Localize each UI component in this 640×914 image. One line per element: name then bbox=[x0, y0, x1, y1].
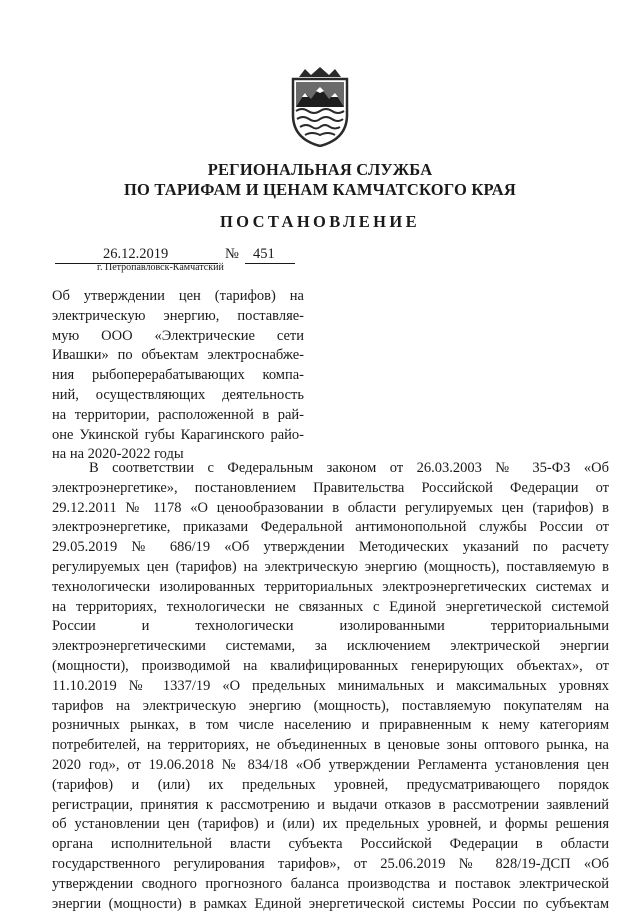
body-paragraph bbox=[52, 459, 609, 914]
body-line: розничных рынках, в том числе населению и приравненным к нему категориям bbox=[52, 717, 609, 734]
body-line: органа исполнительной власти субъекта Российской Федерации в области bbox=[52, 836, 609, 853]
document-place: г. Петропавловск-Камчатский bbox=[97, 262, 224, 273]
body-line: 11.10.2019 № 1337/19 «О предельных минимальных и максимальных уровнях bbox=[52, 677, 609, 694]
body-line: В соответствии с Федеральным законом от 26.03.2003 № 35-ФЗ «Об bbox=[89, 460, 609, 476]
body-line: на территориях, технологически не связанных с Единой энергетической системой bbox=[52, 598, 609, 615]
body-line: регистрации, принятия к рассмотрению и выдачи отказов в рассмотрении заявлений bbox=[52, 796, 609, 813]
subject-line: ний, осуществляющих деятельность bbox=[52, 386, 304, 403]
body-line: 29.12.2011 № 1178 «О ценообразовании в области регулируемых цен (тарифов) в bbox=[52, 499, 609, 516]
body-line: потребителей, на территориях, не объединенных в ценовые зоны оптового рынка, на bbox=[52, 737, 609, 754]
subject-line: на территории, расположенной в рай- bbox=[52, 406, 304, 423]
coat-of-arms-icon bbox=[285, 67, 355, 147]
subject-line: на на 2020-2022 годы bbox=[52, 446, 184, 463]
org-name-line-1: РЕГИОНАЛЬНАЯ СЛУЖБА bbox=[207, 160, 433, 179]
body-line: 29.05.2019 № 686/19 «Об утверждении Методических указаний по расчету bbox=[52, 539, 609, 556]
number-sign: № bbox=[225, 246, 239, 262]
subject-line: Об утверждении цен (тарифов) на bbox=[52, 288, 304, 304]
subject-line: Ивашки» по объектам электроснабже- bbox=[52, 347, 304, 364]
subject-line: мую ООО «Электрические сети bbox=[52, 327, 304, 344]
body-line: электроэнергетике», постановлением Правительства Российской Федерации от bbox=[52, 479, 609, 496]
body-line: регулируемых цен (тарифов) на электрическую энергию (мощность), поставляемую в bbox=[52, 558, 609, 575]
document-type-title: ПОСТАНОВЛЕНИЕ bbox=[219, 212, 421, 231]
body-line: 2020 год», от 19.06.2018 № 834/18 «Об утверждении Регламента установления цен bbox=[52, 756, 609, 773]
body-line: тарифов на электрическую энергию (мощность), поставляемую покупателям на bbox=[52, 697, 609, 714]
body-line: утверждении сводного прогнозного баланса производства и поставок электрической bbox=[52, 875, 609, 892]
document-number: 451 bbox=[253, 246, 275, 262]
document-date: 26.12.2019 bbox=[103, 246, 169, 262]
body-line: об установлении цен (тарифов) и (или) их предельных уровней, и формы решения bbox=[52, 816, 609, 833]
body-line: государственного регулирования тарифов», от 25.06.2019 № 828/19-ДСП «Об bbox=[52, 855, 609, 872]
document-subject bbox=[52, 287, 304, 465]
org-name-line-2: ПО ТАРИФАМ И ЦЕНАМ КАМЧАТСКОГО КРАЯ bbox=[124, 180, 516, 199]
number-underline bbox=[245, 263, 295, 264]
body-line: России и технологически изолированными территориальными bbox=[52, 618, 609, 635]
body-line: (мощности), производимой на квалифицированных генерирующих объектах», от bbox=[52, 657, 609, 674]
body-line: технологически изолированных территориальных электроэнергетических системах и bbox=[52, 578, 609, 595]
subject-line: ния рыбоперерабатывающих компа- bbox=[52, 367, 304, 384]
body-line: электроэнергетическими системами, за исключением электрической энергии bbox=[52, 638, 609, 655]
body-line: энергии (мощности) в рамках Единой энергетической системы России по субъектам bbox=[52, 895, 609, 912]
subject-line: оне Укинской губы Карагинского райо- bbox=[52, 426, 304, 443]
body-line: (тарифов) и (или) их предельных уровней, предусматривающего порядок bbox=[52, 776, 609, 793]
body-line: электроэнергетике, приказами Федеральной антимонопольной службы России от bbox=[52, 519, 609, 536]
subject-line: электрическую энергию, поставляе- bbox=[52, 307, 304, 324]
